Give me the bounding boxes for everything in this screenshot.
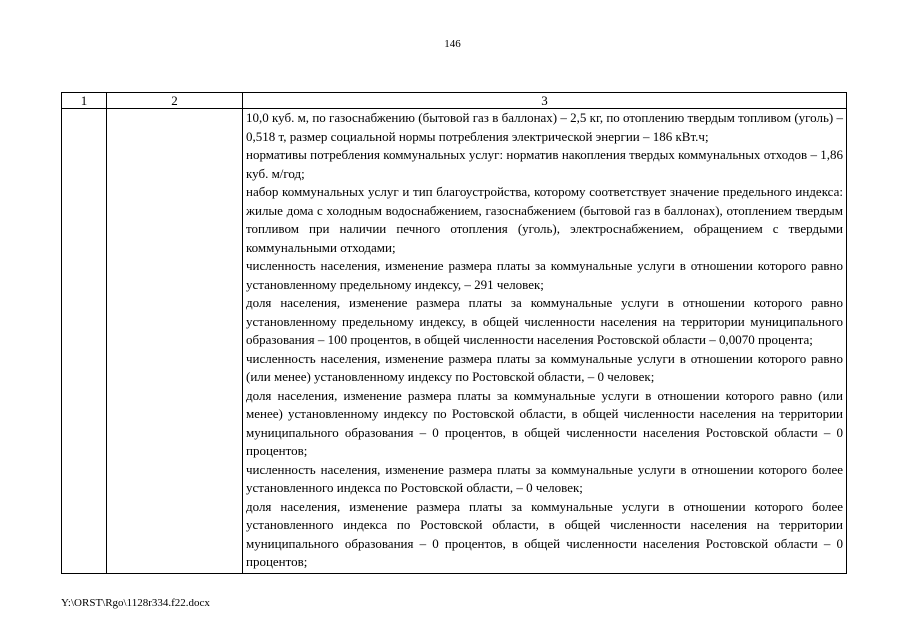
document-table (61, 92, 847, 574)
column-header-2: 2 (107, 93, 243, 109)
table-cell-col2 (107, 109, 243, 574)
footer-file-path: Y:\ORST\Rgo\1128r334.f22.docx (61, 597, 210, 609)
paragraph-share-more: доля населения, изменение размера платы за коммунальные услуги в отношении которого более установленного индекса по Ростовской области, в общей численности населения на территории муниципального образования – 0 процентов, в общей численности населения Ростовской области – 0 процентов; (246, 498, 843, 569)
paragraph-services-set: набор коммунальных услуг и тип благоустройства, которому соответствует значение предельного индекса: жилые дома с холодным водоснабжением, газоснабжением (бытовой газ в баллонах), отоплением твердым топливом при наличии печного отопления (уголь), электроснабжением, обращением с твердыми коммунальными отходами; (246, 184, 843, 255)
paragraph-population-less: численность населения, изменение размера платы за коммунальные услуги в отношении которого равно (или менее) установленному индексу по Ростовской области, – 0 человек; (246, 350, 843, 384)
paragraph-population-equal: численность населения, изменение размера платы за коммунальные услуги в отношении которого равно установленному предельному индексу, – 291 человек; (246, 258, 843, 292)
table-cell-col1 (62, 109, 107, 574)
paragraph-share-less: доля населения, изменение размера платы за коммунальные услуги в отношении которого равно (или менее) установленному индексу по Ростовской области, в общей численности населения на территории муниципального образования – 0 процентов, в общей численности населения Ростовской области – 0 процентов; (246, 387, 843, 458)
table-row (62, 109, 847, 574)
column-header-3: 3 (243, 93, 847, 109)
column-header-1: 1 (62, 93, 107, 109)
table-cell-col3 (243, 109, 847, 574)
table-header-row (62, 93, 847, 109)
paragraph-gas-heating-norms: 10,0 куб. м, по газоснабжению (бытовой газ в баллонах) – 2,5 кг, по отоплению твердым топливом (уголь) – 0,518 т, размер социальной нормы потребления электрической энергии – 186 кВт.ч; (246, 110, 843, 144)
paragraph-waste-norm: нормативы потребления коммунальных услуг: норматив накопления твердых коммунальных отходов – 1,86 куб. м/год; (246, 147, 843, 181)
page-number: 146 (444, 38, 461, 50)
paragraph-population-more: численность населения, изменение размера платы за коммунальные услуги в отношении которого более установленного индекса по Ростовской области, – 0 человек; (246, 461, 843, 495)
paragraph-share-equal: доля населения, изменение размера платы за коммунальные услуги в отношении которого равно установленному предельному индексу, в общей численности населения на территории муниципального образования – 100 процентов, в общей численности населения Ростовской области – 0,0070 процента; (246, 295, 843, 347)
